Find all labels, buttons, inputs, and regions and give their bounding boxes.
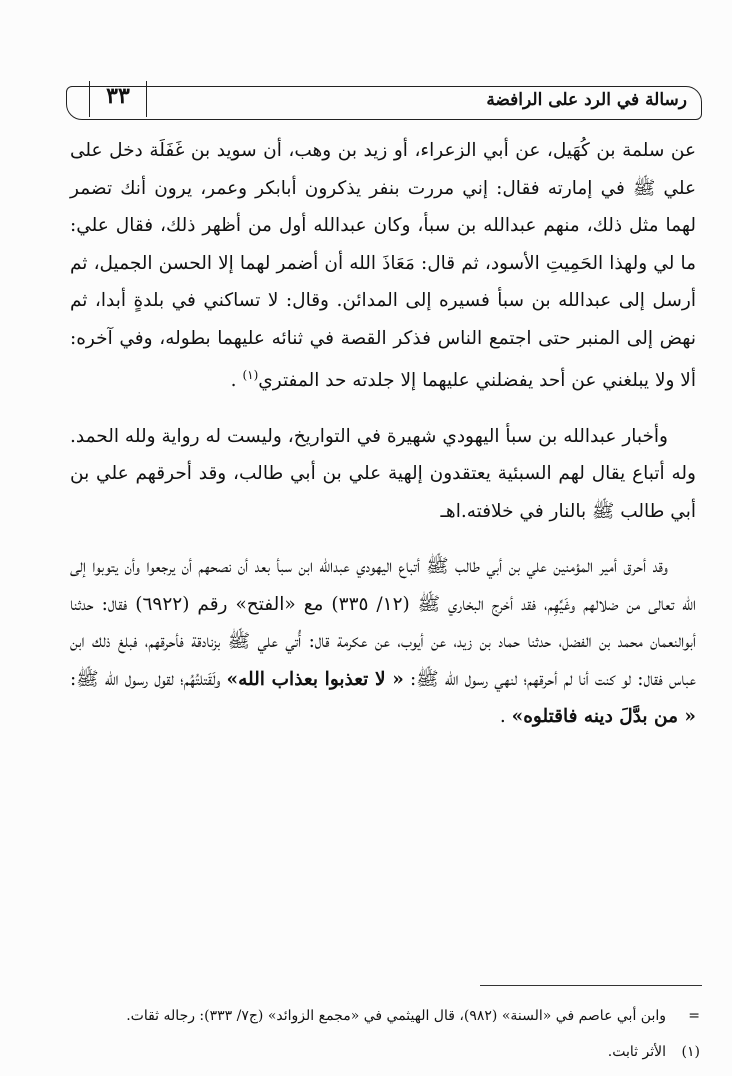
paragraph-3-text: وقد أحرق أمير المؤمنين علي بن أبي طالب ﷺ أتباع اليهودي عبدالله ابن سبأ بعد أن نصحهم أن يرجعوا وأن يتوبوا إلى الله تعالى من ضلالهم وغَيِّهِم، فقد أخرج البخاري ﷺ (١٢/ ٣٣٥) مع «الفتح» رقم (٦٩٢٢) فقال: حدثنا أبوالنعمان محمد بن الفضل، حدثنا حماد بن زيد، عن أيوب، عن عكرمة قال: أُتي علي ﷺ بزنادقة فأحرقهم، فبلغ ذلك ابن عباس فقال: لو كنت أنا لم أحرقهم؛ لنهي رسول الله ﷺ: <box>70 556 697 690</box>
page-number: ٣٣ <box>106 83 130 109</box>
paragraph-1 <box>70 132 696 400</box>
footnote-1-text: الأثر ثابت. <box>607 1044 666 1060</box>
footnote-continuation-mark: = <box>688 1008 700 1024</box>
footnote-1-mark: (١) <box>681 1044 700 1060</box>
footnote-continuation-text: وابن أبي عاصم في «السنة» (٩٨٢)، قال الهيثمي في «مجمع الزوائد» (ج٧/ ٣٣٣): رجاله ثقات. <box>126 1008 666 1024</box>
footnotes <box>68 998 700 1070</box>
paragraph-2: وأخبار عبدالله بن سبأ اليهودي شهيرة في التواريخ، وليست له رواية ولله الحمد. وله أتباع يقال لهم السبئية يعتقدون إلهية علي بن أبي طالب، وقد أحرقهم علي بن أبي طالب ﷺ بالنار في خلافته.اهـ <box>70 425 696 522</box>
paragraph-3 <box>70 548 696 736</box>
footnote-1 <box>68 1034 700 1070</box>
book-title: رسالة في الرد على الرافضة <box>486 90 687 110</box>
hadith-quote-1: « لا تعذبوا بعذاب الله» <box>226 668 404 690</box>
running-header <box>66 83 702 120</box>
footnote-divider <box>480 985 702 986</box>
footnote-reference: (١) <box>242 368 259 382</box>
paragraph-3-end: . <box>499 706 512 728</box>
footnote-continuation <box>68 998 700 1034</box>
paragraph-1-end: . <box>230 370 243 392</box>
page-number-frame <box>89 81 147 117</box>
main-text <box>70 132 696 736</box>
hadith-quote-2: « من بدَّلَ دينه فاقتلوه» <box>511 706 696 728</box>
paragraph-3-middle: ولَقَتلتُهُم؛ لقول رسول الله ﷺ: <box>70 668 227 690</box>
paragraph-1-text: عن سلمة بن كُهَيل، عن أبي الزعراء، أو زيد بن وهب، أن سويد بن غَفَلَة دخل على علي ﷺ في إمارته فقال: إني مررت بنفر يذكرون أبابكر وعمر، يرون أنك تضمر لهما مثل ذلك، منهم عبدالله بن سبأ، وكان عبدالله أول من أظهر ذلك، فقال علي: ما لي ولهذا الحَمِيتِ الأسود، ثم قال: مَعَاذَ الله أن أضمر لهما إلا الحسن الجميل، ثم أرسل إلى عبدالله بن سبأ فسيره إلى المدائن. وقال: لا تساكني في بلدةٍ أبدا، ثم نهض إلى المنبر حتى اجتمع الناس فذكر القصة في ثنائه عليهما بطوله، وفي آخره: ألا ولا يبلغني عن أحد يفضلني عليهما إلا جلدته حد المفتري <box>70 140 696 392</box>
